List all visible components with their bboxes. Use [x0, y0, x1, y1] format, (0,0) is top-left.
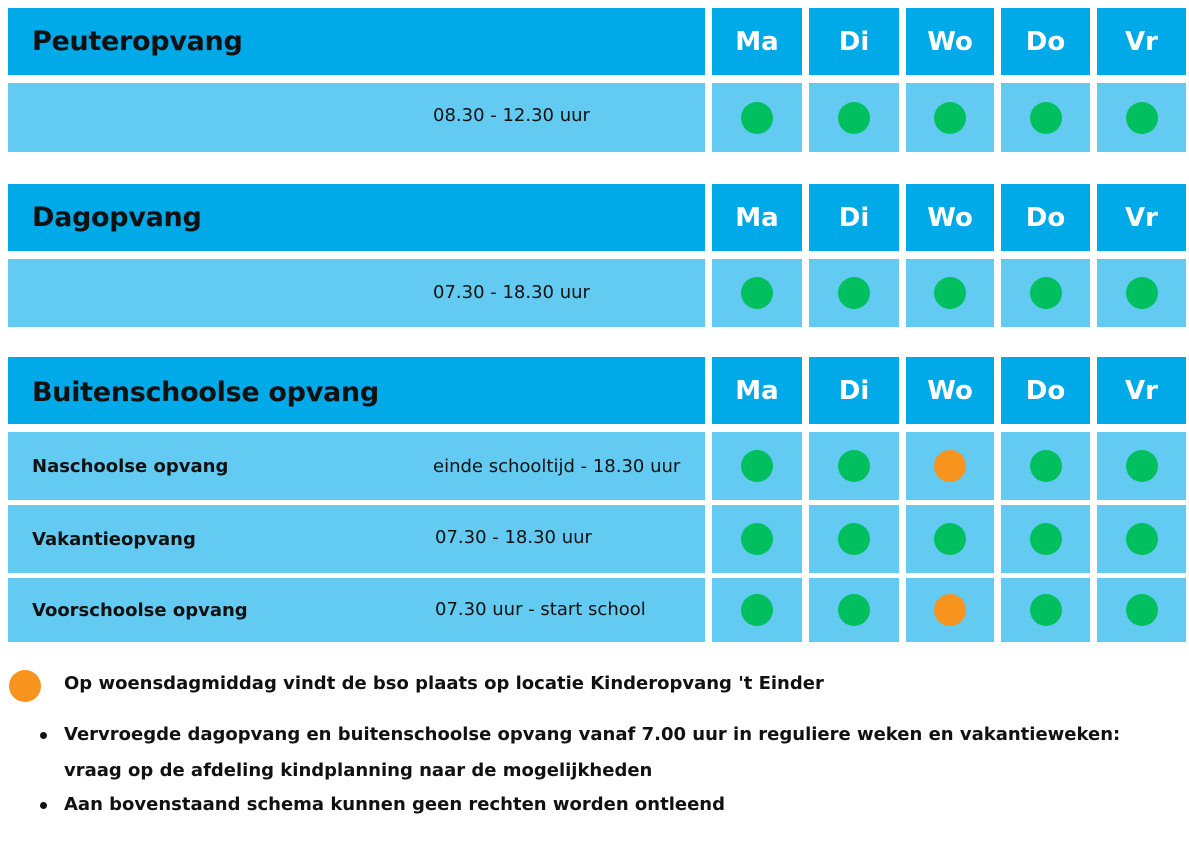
green-dot-icon [1030, 594, 1062, 626]
dagopvang-header [8, 184, 705, 251]
section-title: Dagopvang [32, 202, 202, 233]
green-dot-icon [934, 102, 966, 134]
status-cell-do [1001, 259, 1090, 327]
green-dot-icon [1126, 594, 1158, 626]
green-dot-icon [934, 277, 966, 309]
time-range: 07.30 uur - start school [435, 599, 646, 620]
green-dot-icon [1030, 277, 1062, 309]
bullet-icon [40, 732, 47, 739]
status-cell-do [1001, 83, 1090, 152]
green-dot-icon [838, 102, 870, 134]
status-cell-vr [1097, 259, 1186, 327]
day-header-ma: Ma [712, 357, 802, 424]
schedule-row [8, 505, 705, 573]
schedule-row [8, 578, 705, 642]
day-header-di: Di [809, 184, 899, 251]
status-cell-di [809, 259, 899, 327]
status-cell-vr [1097, 578, 1186, 642]
green-dot-icon [741, 102, 773, 134]
orange-dot-icon [9, 670, 41, 702]
green-dot-icon [1126, 102, 1158, 134]
section-title: Buitenschoolse opvang [32, 377, 379, 408]
status-cell-wo [906, 578, 994, 642]
day-header-vr: Vr [1097, 357, 1186, 424]
schedule-row [8, 432, 705, 500]
schedule-row [8, 83, 705, 152]
day-header-do: Do [1001, 8, 1090, 75]
status-cell-wo [906, 83, 994, 152]
row-label: Voorschoolse opvang [32, 600, 248, 621]
day-header-wo: Wo [906, 184, 994, 251]
day-header-di: Di [809, 8, 899, 75]
green-dot-icon [1030, 450, 1062, 482]
day-header-wo: Wo [906, 357, 994, 424]
status-cell-ma [712, 259, 802, 327]
status-cell-do [1001, 505, 1090, 573]
status-cell-di [809, 83, 899, 152]
status-cell-wo [906, 259, 994, 327]
bso-header [8, 357, 705, 424]
green-dot-icon [838, 594, 870, 626]
orange-dot-icon [934, 594, 966, 626]
green-dot-icon [741, 594, 773, 626]
time-range: 08.30 - 12.30 uur [433, 105, 590, 126]
green-dot-icon [1030, 102, 1062, 134]
green-dot-icon [1126, 277, 1158, 309]
green-dot-icon [838, 450, 870, 482]
green-dot-icon [838, 523, 870, 555]
orange-dot-icon [934, 450, 966, 482]
day-header-di: Di [809, 357, 899, 424]
peuteropvang-header [8, 8, 705, 75]
status-cell-vr [1097, 83, 1186, 152]
green-dot-icon [1030, 523, 1062, 555]
row-label: Naschoolse opvang [32, 456, 229, 477]
green-dot-icon [838, 277, 870, 309]
green-dot-icon [1126, 523, 1158, 555]
green-dot-icon [741, 277, 773, 309]
status-cell-ma [712, 83, 802, 152]
status-cell-vr [1097, 432, 1186, 500]
day-header-vr: Vr [1097, 8, 1186, 75]
status-cell-do [1001, 578, 1090, 642]
schedule-row [8, 259, 705, 327]
legend-text: Op woensdagmiddag vindt de bso plaats op locatie Kinderopvang 't Einder [64, 673, 824, 694]
status-cell-wo [906, 432, 994, 500]
day-header-do: Do [1001, 357, 1090, 424]
status-cell-wo [906, 505, 994, 573]
day-header-ma: Ma [712, 184, 802, 251]
day-header-ma: Ma [712, 8, 802, 75]
status-cell-ma [712, 432, 802, 500]
time-range: einde schooltijd - 18.30 uur [433, 456, 681, 477]
time-range: 07.30 - 18.30 uur [433, 282, 590, 303]
green-dot-icon [741, 523, 773, 555]
status-cell-vr [1097, 505, 1186, 573]
status-cell-do [1001, 432, 1090, 500]
time-range: 07.30 - 18.30 uur [435, 527, 592, 548]
status-cell-ma [712, 578, 802, 642]
status-cell-di [809, 578, 899, 642]
note-item: Vervroegde dagopvang en buitenschoolse opvang vanaf 7.00 uur in reguliere weken en vakantieweken: vraag op de afdeling kindplanning naar de mogelijkheden [64, 724, 1121, 781]
bullet-icon [40, 802, 47, 809]
note-item: Aan bovenstaand schema kunnen geen rechten worden ontleend [64, 794, 725, 815]
day-header-wo: Wo [906, 8, 994, 75]
status-cell-di [809, 505, 899, 573]
row-label: Vakantieopvang [32, 529, 196, 550]
status-cell-di [809, 432, 899, 500]
section-title: Peuteropvang [32, 26, 243, 57]
green-dot-icon [741, 450, 773, 482]
green-dot-icon [1126, 450, 1158, 482]
status-cell-ma [712, 505, 802, 573]
day-header-do: Do [1001, 184, 1090, 251]
day-header-vr: Vr [1097, 184, 1186, 251]
green-dot-icon [934, 523, 966, 555]
